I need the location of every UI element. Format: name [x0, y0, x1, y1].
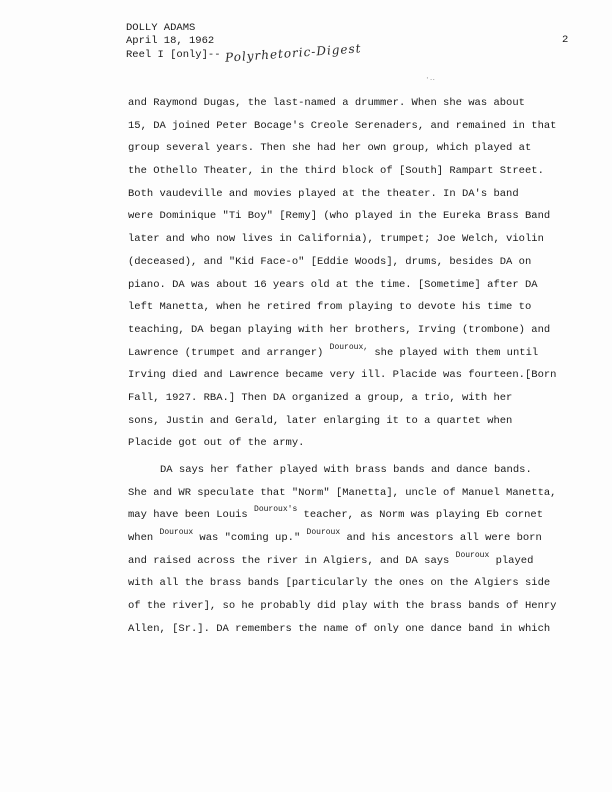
transcript-body: [128, 92, 578, 641]
text-line: [128, 527, 578, 550]
text-line: [128, 115, 578, 138]
text-line: [128, 251, 578, 274]
text-line: [128, 160, 578, 183]
text-line: [128, 482, 578, 505]
line-text: of the river], so he probably did play with the brass bands of Henry: [128, 600, 557, 613]
text-line: [128, 432, 578, 455]
handwritten-annotation: Polyrhetoric-Digest: [224, 41, 362, 65]
line-text: and raised across the river in Algiers, and DA says: [128, 554, 456, 567]
text-line: [128, 504, 578, 527]
line-text: Both vaudeville and movies played at the theater. In DA's band: [128, 187, 519, 200]
line-text: was "coming up.": [193, 532, 307, 545]
line-text: may have been Louis: [128, 509, 255, 522]
handwritten-insertion: Douroux: [306, 528, 341, 538]
text-line: [128, 319, 578, 342]
reel-line: [126, 41, 362, 65]
line-text: teaching, DA began playing with her brothers, Irving (trombone) and: [128, 323, 551, 336]
text-line: [128, 183, 578, 206]
line-text: she played with them until: [368, 346, 539, 359]
scan-speck: ·‥: [425, 74, 436, 83]
line-text: Placide got out of the army.: [128, 437, 305, 450]
page-number: 2: [562, 34, 569, 46]
text-line: [128, 387, 578, 410]
line-text: the Othello Theater, in the third block of [South] Rampart Street.: [128, 165, 544, 178]
text-line: [128, 228, 578, 251]
interview-date: April 18, 1962: [126, 34, 215, 47]
line-text: left Manetta, when he retired from playing to devote his time to: [128, 301, 532, 314]
line-text: (deceased), and "Kid Face-o" [Eddie Woods], drums, besides DA on: [128, 255, 532, 268]
line-text: DA says her father played with brass bands and dance bands.: [160, 464, 532, 476]
line-text: 15, DA joined Peter Bocage's Creole Serenaders, and remained in that: [128, 119, 557, 132]
text-line: [128, 205, 578, 228]
text-line: [128, 92, 578, 115]
line-text: piano. DA was about 16 years old at the time. [Sometime] after DA: [128, 278, 538, 291]
line-text: She and WR speculate that "Norm" [Manetta], uncle of Manuel Manetta,: [128, 486, 557, 499]
text-line: [128, 572, 578, 595]
line-text: and Raymond Dugas, the last-named a drummer. When she was about: [128, 97, 525, 109]
line-text: played: [489, 554, 534, 567]
line-text: Irving died and Lawrence became very ill. Placide was fourteen.[Born: [128, 369, 557, 382]
reel-label: Reel I [only]--: [126, 49, 221, 61]
line-text: and his ancestors all were born: [340, 532, 542, 545]
text-line: [128, 459, 578, 482]
line-text: group several years. Then she had her own group, which played at: [128, 142, 532, 155]
handwritten-insertion: Douroux: [159, 528, 194, 538]
text-line: [128, 595, 578, 618]
line-text: Allen, [Sr.]. DA remembers the name of only one dance band in which: [128, 622, 551, 635]
line-text: when: [128, 532, 160, 545]
line-text: with all the brass bands [particularly the ones on the Algiers side: [128, 577, 551, 590]
line-text: teacher, as Norm was playing Eb cornet: [297, 509, 543, 522]
text-line: [128, 618, 578, 641]
text-line: [128, 364, 578, 387]
text-line: [128, 342, 578, 365]
text-line: [128, 550, 578, 573]
line-text: were Dominique "Ti Boy" [Remy] (who played in the Eureka Brass Band: [128, 210, 551, 223]
text-line: [128, 137, 578, 160]
line-text: Lawrence (trumpet and arranger): [128, 346, 330, 359]
text-line: [128, 296, 578, 319]
text-line: [128, 274, 578, 297]
line-text: sons, Justin and Gerald, later enlarging it to a quartet when: [128, 414, 513, 427]
handwritten-insertion: Douroux's: [254, 505, 298, 515]
line-text: later and who now lives in California), trumpet; Joe Welch, violin: [128, 233, 544, 246]
line-text: Fall, 1927. RBA.] Then DA organized a group, a trio, with her: [128, 391, 513, 404]
interviewee-name: DOLLY ADAMS: [126, 22, 196, 34]
handwritten-insertion: Douroux,: [329, 342, 369, 352]
document-header: [126, 22, 362, 65]
handwritten-insertion: Douroux: [455, 550, 490, 560]
text-line: [128, 410, 578, 433]
